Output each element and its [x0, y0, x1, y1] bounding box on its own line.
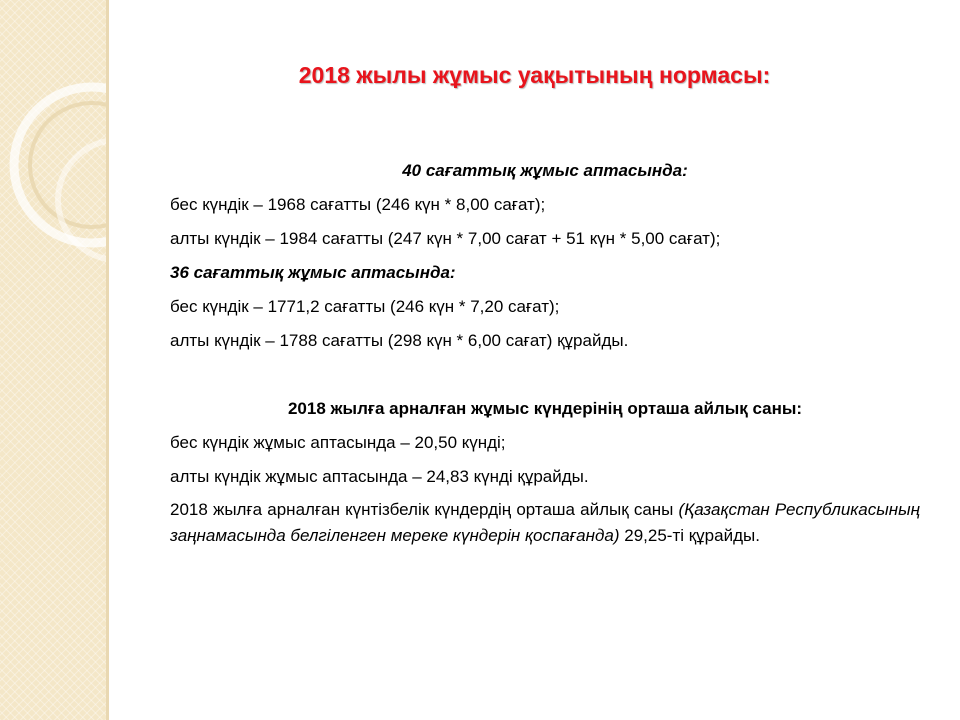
slide-content: [170, 160, 920, 562]
section2-line2: алты күндік – 1788 сағатты (298 күн * 6,00 сағат) құрайды.: [170, 331, 629, 350]
section2-heading: 36 сағаттық жұмыс аптасында:: [170, 263, 456, 282]
decorative-rings-icon: [0, 0, 106, 720]
section3-heading: 2018 жылға арналған жұмыс күндерінің орташа айлық саны:: [287, 399, 803, 418]
section1-heading: 40 сағаттық жұмыс аптасында:: [402, 161, 688, 180]
section-spacer: [170, 364, 920, 398]
side-panel-divider: [106, 0, 109, 720]
section1-line2: алты күндік – 1984 сағатты (247 күн * 7,00 сағат + 51 күн * 5,00 сағат);: [170, 229, 721, 248]
section3-paragraph-end: 29,25-ті құрайды.: [619, 526, 760, 545]
slide-title: 2018 жылы жұмыс уақытының нормасы:: [298, 62, 771, 88]
section1-line1: бес күндік – 1968 сағатты (246 күн * 8,00 сағат);: [170, 195, 546, 214]
section3-paragraph-italic: (Қазақстан Республикасының заңнамасында белгіленген мереке күндерін қоспағанда): [170, 500, 920, 545]
section3-line1: бес күндік жұмыс аптасында – 20,50 күнді;: [170, 433, 506, 452]
section2-line1: бес күндік – 1771,2 сағатты (246 күн * 7,20 сағат);: [170, 297, 560, 316]
decorative-side-panel: [0, 0, 106, 720]
section3-line2: алты күндік жұмыс аптасында – 24,83 күнді құрайды.: [170, 467, 589, 486]
section3-paragraph: [170, 497, 920, 549]
section3-paragraph-start: 2018 жылға арналған күнтізбелік күндердің орташа айлық саны: [170, 500, 679, 519]
